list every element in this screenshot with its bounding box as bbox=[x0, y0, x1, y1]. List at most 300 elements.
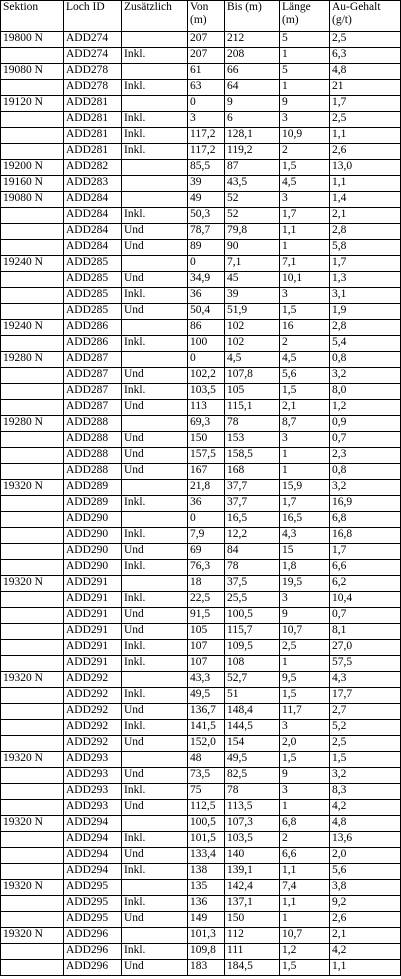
table-row bbox=[1, 944, 401, 960]
zusaetzlich-cell: Inkl. bbox=[122, 48, 188, 64]
sektion-cell bbox=[1, 704, 64, 720]
sektion-cell bbox=[1, 336, 64, 352]
loch-id-cell: ADD294 bbox=[64, 864, 122, 880]
table-row bbox=[1, 384, 401, 400]
laenge-cell: 2,0 bbox=[280, 736, 330, 752]
zusaetzlich-cell: Und bbox=[122, 704, 188, 720]
loch-id-cell: ADD290 bbox=[64, 528, 122, 544]
laenge-cell: 5,6 bbox=[280, 368, 330, 384]
au-gehalt-cell: 6,6 bbox=[330, 560, 401, 576]
table-row bbox=[1, 208, 401, 224]
table-row bbox=[1, 624, 401, 640]
von-cell: 18 bbox=[188, 576, 225, 592]
von-cell: 136 bbox=[188, 896, 225, 912]
laenge-cell: 1 bbox=[280, 912, 330, 928]
zusaetzlich-cell bbox=[122, 192, 188, 208]
loch-id-cell: ADD283 bbox=[64, 176, 122, 192]
au-gehalt-cell: 2,0 bbox=[330, 848, 401, 864]
bis-cell: 148,4 bbox=[225, 704, 280, 720]
laenge-cell: 1,7 bbox=[280, 208, 330, 224]
table-row bbox=[1, 528, 401, 544]
loch-id-cell: ADD274 bbox=[64, 48, 122, 64]
zusaetzlich-cell bbox=[122, 576, 188, 592]
zusaetzlich-cell: Und bbox=[122, 912, 188, 928]
au-gehalt-cell: 0,7 bbox=[330, 432, 401, 448]
von-cell: 69 bbox=[188, 544, 225, 560]
table-row bbox=[1, 272, 401, 288]
table-row bbox=[1, 832, 401, 848]
bis-cell: 140 bbox=[225, 848, 280, 864]
au-gehalt-cell: 1,9 bbox=[330, 304, 401, 320]
au-gehalt-cell: 1,7 bbox=[330, 256, 401, 272]
sektion-cell bbox=[1, 944, 64, 960]
zusaetzlich-cell: Inkl. bbox=[122, 112, 188, 128]
laenge-cell: 3 bbox=[280, 112, 330, 128]
laenge-cell: 6,6 bbox=[280, 848, 330, 864]
zusaetzlich-cell bbox=[122, 176, 188, 192]
loch-id-cell: ADD294 bbox=[64, 832, 122, 848]
au-gehalt-cell: 1,7 bbox=[330, 96, 401, 112]
sektion-cell: 19080 N bbox=[1, 192, 64, 208]
bis-cell: 25,5 bbox=[225, 592, 280, 608]
header-zusaetzlich: Zusätzlich bbox=[122, 1, 188, 32]
au-gehalt-cell: 4,3 bbox=[330, 672, 401, 688]
laenge-cell: 4,5 bbox=[280, 352, 330, 368]
au-gehalt-cell: 8,1 bbox=[330, 624, 401, 640]
au-gehalt-cell: 3,1 bbox=[330, 288, 401, 304]
von-cell: 49 bbox=[188, 192, 225, 208]
bis-cell: 212 bbox=[225, 32, 280, 48]
au-gehalt-cell: 16,8 bbox=[330, 528, 401, 544]
loch-id-cell: ADD281 bbox=[64, 96, 122, 112]
loch-id-cell: ADD285 bbox=[64, 288, 122, 304]
von-cell: 49,5 bbox=[188, 688, 225, 704]
loch-id-cell: ADD282 bbox=[64, 160, 122, 176]
table-row bbox=[1, 464, 401, 480]
au-gehalt-cell: 6,3 bbox=[330, 48, 401, 64]
loch-id-cell: ADD286 bbox=[64, 336, 122, 352]
von-cell: 113 bbox=[188, 400, 225, 416]
header-bis: Bis (m) bbox=[225, 1, 280, 32]
von-cell: 61 bbox=[188, 64, 225, 80]
sektion-cell bbox=[1, 368, 64, 384]
table-row bbox=[1, 432, 401, 448]
table-row bbox=[1, 400, 401, 416]
bis-cell: 66 bbox=[225, 64, 280, 80]
zusaetzlich-cell: Inkl. bbox=[122, 656, 188, 672]
laenge-cell: 1,5 bbox=[280, 688, 330, 704]
sektion-cell bbox=[1, 960, 64, 976]
zusaetzlich-cell: Inkl. bbox=[122, 560, 188, 576]
sektion-cell: 19160 N bbox=[1, 176, 64, 192]
table-row bbox=[1, 288, 401, 304]
bis-cell: 7,1 bbox=[225, 256, 280, 272]
bis-cell: 154 bbox=[225, 736, 280, 752]
bis-cell: 82,5 bbox=[225, 768, 280, 784]
loch-id-cell: ADD289 bbox=[64, 480, 122, 496]
sektion-cell: 19280 N bbox=[1, 416, 64, 432]
sektion-cell: 19120 N bbox=[1, 96, 64, 112]
sektion-cell bbox=[1, 896, 64, 912]
bis-cell: 112 bbox=[225, 928, 280, 944]
zusaetzlich-cell: Inkl. bbox=[122, 288, 188, 304]
von-cell: 117,2 bbox=[188, 144, 225, 160]
sektion-cell: 19240 N bbox=[1, 320, 64, 336]
zusaetzlich-cell bbox=[122, 752, 188, 768]
von-cell: 112,5 bbox=[188, 800, 225, 816]
loch-id-cell: ADD285 bbox=[64, 304, 122, 320]
au-gehalt-cell: 57,5 bbox=[330, 656, 401, 672]
bis-cell: 102 bbox=[225, 336, 280, 352]
au-gehalt-cell: 10,4 bbox=[330, 592, 401, 608]
au-gehalt-cell: 0,8 bbox=[330, 464, 401, 480]
au-gehalt-cell: 9,2 bbox=[330, 896, 401, 912]
loch-id-cell: ADD293 bbox=[64, 768, 122, 784]
zusaetzlich-cell: Inkl. bbox=[122, 384, 188, 400]
von-cell: 167 bbox=[188, 464, 225, 480]
loch-id-cell: ADD291 bbox=[64, 656, 122, 672]
table-row bbox=[1, 864, 401, 880]
table-row bbox=[1, 768, 401, 784]
bis-cell: 78 bbox=[225, 416, 280, 432]
von-cell: 149 bbox=[188, 912, 225, 928]
table-row bbox=[1, 112, 401, 128]
au-gehalt-cell: 27,0 bbox=[330, 640, 401, 656]
table-row bbox=[1, 416, 401, 432]
laenge-cell: 15 bbox=[280, 544, 330, 560]
zusaetzlich-cell: Inkl. bbox=[122, 864, 188, 880]
table-row bbox=[1, 80, 401, 96]
sektion-cell: 19320 N bbox=[1, 480, 64, 496]
laenge-cell: 9 bbox=[280, 768, 330, 784]
table-row bbox=[1, 784, 401, 800]
header-sektion: Sektion bbox=[1, 1, 64, 32]
header-au-gehalt: Au-Gehalt (g/t) bbox=[330, 1, 401, 32]
loch-id-cell: ADD284 bbox=[64, 208, 122, 224]
table-body bbox=[1, 32, 401, 976]
laenge-cell: 5 bbox=[280, 32, 330, 48]
loch-id-cell: ADD295 bbox=[64, 880, 122, 896]
bis-cell: 168 bbox=[225, 464, 280, 480]
loch-id-cell: ADD287 bbox=[64, 400, 122, 416]
laenge-cell: 1,1 bbox=[280, 224, 330, 240]
bis-cell: 184,5 bbox=[225, 960, 280, 976]
von-cell: 36 bbox=[188, 288, 225, 304]
von-cell: 101,5 bbox=[188, 832, 225, 848]
von-cell: 157,5 bbox=[188, 448, 225, 464]
au-gehalt-cell: 1,5 bbox=[330, 752, 401, 768]
von-cell: 75 bbox=[188, 784, 225, 800]
laenge-cell: 1 bbox=[280, 48, 330, 64]
header-row bbox=[1, 1, 401, 32]
loch-id-cell: ADD291 bbox=[64, 592, 122, 608]
von-cell: 73,5 bbox=[188, 768, 225, 784]
von-cell: 136,7 bbox=[188, 704, 225, 720]
zusaetzlich-cell: Und bbox=[122, 304, 188, 320]
von-cell: 0 bbox=[188, 96, 225, 112]
zusaetzlich-cell: Und bbox=[122, 368, 188, 384]
sektion-cell bbox=[1, 912, 64, 928]
laenge-cell: 1,2 bbox=[280, 944, 330, 960]
loch-id-cell: ADD288 bbox=[64, 416, 122, 432]
loch-id-cell: ADD292 bbox=[64, 704, 122, 720]
sektion-cell bbox=[1, 448, 64, 464]
zusaetzlich-cell: Inkl. bbox=[122, 208, 188, 224]
sektion-cell bbox=[1, 496, 64, 512]
table-header bbox=[1, 1, 401, 32]
loch-id-cell: ADD290 bbox=[64, 560, 122, 576]
laenge-cell: 4,3 bbox=[280, 528, 330, 544]
bis-cell: 4,5 bbox=[225, 352, 280, 368]
bis-cell: 90 bbox=[225, 240, 280, 256]
table-row bbox=[1, 32, 401, 48]
loch-id-cell: ADD281 bbox=[64, 144, 122, 160]
von-cell: 50,3 bbox=[188, 208, 225, 224]
table-row bbox=[1, 704, 401, 720]
au-gehalt-cell: 3,2 bbox=[330, 768, 401, 784]
bis-cell: 107,8 bbox=[225, 368, 280, 384]
sektion-cell: 19080 N bbox=[1, 64, 64, 80]
von-cell: 102,2 bbox=[188, 368, 225, 384]
sektion-cell bbox=[1, 528, 64, 544]
table-row bbox=[1, 496, 401, 512]
au-gehalt-cell: 2,5 bbox=[330, 736, 401, 752]
sektion-cell: 19320 N bbox=[1, 576, 64, 592]
loch-id-cell: ADD285 bbox=[64, 256, 122, 272]
laenge-cell: 15,9 bbox=[280, 480, 330, 496]
zusaetzlich-cell bbox=[122, 880, 188, 896]
au-gehalt-cell: 0,7 bbox=[330, 608, 401, 624]
table-row bbox=[1, 96, 401, 112]
laenge-cell: 2 bbox=[280, 336, 330, 352]
loch-id-cell: ADD292 bbox=[64, 720, 122, 736]
laenge-cell: 1 bbox=[280, 464, 330, 480]
sektion-cell bbox=[1, 48, 64, 64]
laenge-cell: 11,7 bbox=[280, 704, 330, 720]
au-gehalt-cell: 8,0 bbox=[330, 384, 401, 400]
loch-id-cell: ADD292 bbox=[64, 736, 122, 752]
table-row bbox=[1, 64, 401, 80]
loch-id-cell: ADD293 bbox=[64, 752, 122, 768]
loch-id-cell: ADD294 bbox=[64, 848, 122, 864]
bis-cell: 52 bbox=[225, 208, 280, 224]
au-gehalt-cell: 0,8 bbox=[330, 352, 401, 368]
bis-cell: 39 bbox=[225, 288, 280, 304]
zusaetzlich-cell: Inkl. bbox=[122, 528, 188, 544]
loch-id-cell: ADD291 bbox=[64, 576, 122, 592]
von-cell: 133,4 bbox=[188, 848, 225, 864]
table-row bbox=[1, 240, 401, 256]
von-cell: 76,3 bbox=[188, 560, 225, 576]
von-cell: 0 bbox=[188, 256, 225, 272]
bis-cell: 64 bbox=[225, 80, 280, 96]
table-row bbox=[1, 192, 401, 208]
bis-cell: 115,1 bbox=[225, 400, 280, 416]
zusaetzlich-cell: Inkl. bbox=[122, 144, 188, 160]
von-cell: 3 bbox=[188, 112, 225, 128]
bis-cell: 43,5 bbox=[225, 176, 280, 192]
au-gehalt-cell: 13,6 bbox=[330, 832, 401, 848]
laenge-cell: 1,1 bbox=[280, 864, 330, 880]
zusaetzlich-cell: Und bbox=[122, 624, 188, 640]
sektion-cell bbox=[1, 400, 64, 416]
laenge-cell: 3 bbox=[280, 592, 330, 608]
bis-cell: 37,7 bbox=[225, 480, 280, 496]
loch-id-cell: ADD296 bbox=[64, 960, 122, 976]
bis-cell: 144,5 bbox=[225, 720, 280, 736]
bis-cell: 103,5 bbox=[225, 832, 280, 848]
laenge-cell: 7,1 bbox=[280, 256, 330, 272]
bis-cell: 52 bbox=[225, 192, 280, 208]
zusaetzlich-cell: Und bbox=[122, 400, 188, 416]
au-gehalt-cell: 5,4 bbox=[330, 336, 401, 352]
laenge-cell: 1,5 bbox=[280, 304, 330, 320]
bis-cell: 108 bbox=[225, 656, 280, 672]
loch-id-cell: ADD278 bbox=[64, 64, 122, 80]
sektion-cell bbox=[1, 656, 64, 672]
loch-id-cell: ADD296 bbox=[64, 928, 122, 944]
laenge-cell: 1 bbox=[280, 240, 330, 256]
table-row bbox=[1, 448, 401, 464]
loch-id-cell: ADD291 bbox=[64, 624, 122, 640]
sektion-cell bbox=[1, 112, 64, 128]
von-cell: 21,8 bbox=[188, 480, 225, 496]
laenge-cell: 5 bbox=[280, 64, 330, 80]
loch-id-cell: ADD294 bbox=[64, 816, 122, 832]
table-row bbox=[1, 736, 401, 752]
von-cell: 103,5 bbox=[188, 384, 225, 400]
loch-id-cell: ADD286 bbox=[64, 320, 122, 336]
von-cell: 0 bbox=[188, 352, 225, 368]
sektion-cell bbox=[1, 864, 64, 880]
table-row bbox=[1, 880, 401, 896]
bis-cell: 139,1 bbox=[225, 864, 280, 880]
zusaetzlich-cell: Und bbox=[122, 432, 188, 448]
loch-id-cell: ADD290 bbox=[64, 512, 122, 528]
bis-cell: 100,5 bbox=[225, 608, 280, 624]
table-row bbox=[1, 224, 401, 240]
zusaetzlich-cell: Inkl. bbox=[122, 720, 188, 736]
von-cell: 207 bbox=[188, 48, 225, 64]
von-cell: 107 bbox=[188, 640, 225, 656]
sektion-cell: 19800 N bbox=[1, 32, 64, 48]
sektion-cell bbox=[1, 640, 64, 656]
von-cell: 89 bbox=[188, 240, 225, 256]
table-row bbox=[1, 672, 401, 688]
bis-cell: 12,2 bbox=[225, 528, 280, 544]
sektion-cell bbox=[1, 272, 64, 288]
zusaetzlich-cell: Inkl. bbox=[122, 496, 188, 512]
bis-cell: 78 bbox=[225, 784, 280, 800]
au-gehalt-cell: 2,5 bbox=[330, 32, 401, 48]
von-cell: 63 bbox=[188, 80, 225, 96]
zusaetzlich-cell bbox=[122, 32, 188, 48]
zusaetzlich-cell: Und bbox=[122, 800, 188, 816]
sektion-cell bbox=[1, 304, 64, 320]
au-gehalt-cell: 2,6 bbox=[330, 144, 401, 160]
bis-cell: 208 bbox=[225, 48, 280, 64]
zusaetzlich-cell: Und bbox=[122, 848, 188, 864]
table-row bbox=[1, 896, 401, 912]
zusaetzlich-cell: Und bbox=[122, 464, 188, 480]
laenge-cell: 1,5 bbox=[280, 960, 330, 976]
table-row bbox=[1, 368, 401, 384]
von-cell: 107 bbox=[188, 656, 225, 672]
table-row bbox=[1, 560, 401, 576]
laenge-cell: 10,1 bbox=[280, 272, 330, 288]
zusaetzlich-cell bbox=[122, 816, 188, 832]
laenge-cell: 2 bbox=[280, 144, 330, 160]
sektion-cell bbox=[1, 512, 64, 528]
bis-cell: 102 bbox=[225, 320, 280, 336]
table-row bbox=[1, 640, 401, 656]
bis-cell: 128,1 bbox=[225, 128, 280, 144]
von-cell: 50,4 bbox=[188, 304, 225, 320]
zusaetzlich-cell bbox=[122, 352, 188, 368]
table-row bbox=[1, 512, 401, 528]
sektion-cell bbox=[1, 224, 64, 240]
loch-id-cell: ADD274 bbox=[64, 32, 122, 48]
von-cell: 78,7 bbox=[188, 224, 225, 240]
sektion-cell bbox=[1, 608, 64, 624]
von-cell: 141,5 bbox=[188, 720, 225, 736]
bis-cell: 37,7 bbox=[225, 496, 280, 512]
von-cell: 39 bbox=[188, 176, 225, 192]
sektion-cell: 19320 N bbox=[1, 752, 64, 768]
table-row bbox=[1, 848, 401, 864]
bis-cell: 49,5 bbox=[225, 752, 280, 768]
sektion-cell: 19320 N bbox=[1, 928, 64, 944]
table-row bbox=[1, 752, 401, 768]
laenge-cell: 10,7 bbox=[280, 928, 330, 944]
table-row bbox=[1, 608, 401, 624]
table-row bbox=[1, 544, 401, 560]
table-row bbox=[1, 656, 401, 672]
bis-cell: 6 bbox=[225, 112, 280, 128]
laenge-cell: 1,1 bbox=[280, 896, 330, 912]
loch-id-cell: ADD291 bbox=[64, 608, 122, 624]
table-row bbox=[1, 144, 401, 160]
loch-id-cell: ADD284 bbox=[64, 224, 122, 240]
laenge-cell: 9,5 bbox=[280, 672, 330, 688]
loch-id-cell: ADD287 bbox=[64, 352, 122, 368]
laenge-cell: 1,8 bbox=[280, 560, 330, 576]
table-row bbox=[1, 720, 401, 736]
au-gehalt-cell: 5,2 bbox=[330, 720, 401, 736]
sektion-cell bbox=[1, 736, 64, 752]
bis-cell: 84 bbox=[225, 544, 280, 560]
au-gehalt-cell: 5,6 bbox=[330, 864, 401, 880]
loch-id-cell: ADD287 bbox=[64, 384, 122, 400]
zusaetzlich-cell bbox=[122, 928, 188, 944]
bis-cell: 137,1 bbox=[225, 896, 280, 912]
zusaetzlich-cell bbox=[122, 512, 188, 528]
zusaetzlich-cell: Inkl. bbox=[122, 944, 188, 960]
zusaetzlich-cell: Inkl. bbox=[122, 784, 188, 800]
au-gehalt-cell: 1,4 bbox=[330, 192, 401, 208]
au-gehalt-cell: 21 bbox=[330, 80, 401, 96]
loch-id-cell: ADD290 bbox=[64, 544, 122, 560]
table-row bbox=[1, 928, 401, 944]
von-cell: 152,0 bbox=[188, 736, 225, 752]
loch-id-cell: ADD295 bbox=[64, 912, 122, 928]
laenge-cell: 1 bbox=[280, 656, 330, 672]
von-cell: 91,5 bbox=[188, 608, 225, 624]
sektion-cell: 19320 N bbox=[1, 672, 64, 688]
von-cell: 207 bbox=[188, 32, 225, 48]
au-gehalt-cell: 13,0 bbox=[330, 160, 401, 176]
zusaetzlich-cell bbox=[122, 672, 188, 688]
